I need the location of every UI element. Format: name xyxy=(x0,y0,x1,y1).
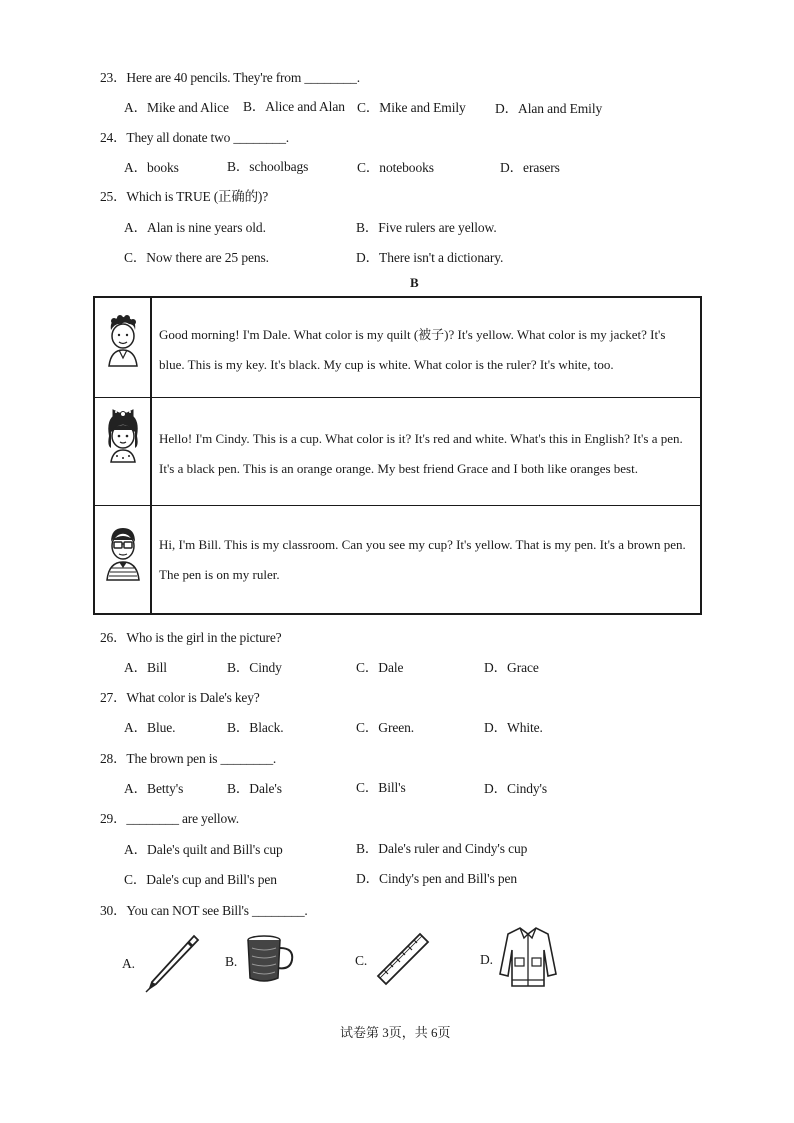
question-28: 28．The brown pen is ________. xyxy=(100,751,277,766)
dale-passage-line-1: Good morning! I'm Dale. What color is my quilt (被子)? It's yellow. What color is my jacket? It's xyxy=(159,327,666,342)
q25-option-a: A．Alan is nine years old. xyxy=(124,220,266,235)
q27-option-b: B．Black. xyxy=(227,720,284,735)
q30-option-c: C. xyxy=(355,953,368,968)
q29-option-d: D．Cindy's pen and Bill's pen xyxy=(356,871,518,886)
q28-option-d: D．Cindy's xyxy=(484,781,548,796)
bill-passage-line-2: The pen is on my ruler. xyxy=(159,567,280,582)
q26-option-d: D．Grace xyxy=(484,660,539,675)
dale-portrait-icon xyxy=(101,312,145,368)
dale-passage-line-2: blue. This is my key. It's black. My cup is white. What color is the ruler? It's white, too. xyxy=(159,357,614,372)
ruler-icon xyxy=(374,932,430,986)
jacket-icon xyxy=(498,924,558,988)
question-25: 25．Which is TRUE (正确的)? xyxy=(100,189,268,204)
q27-option-c: C．Green. xyxy=(356,720,415,735)
question-30: 30．You can NOT see Bill's ________. xyxy=(100,903,308,918)
q24-option-c: C．notebooks xyxy=(357,160,434,175)
section-b-heading: B xyxy=(410,275,419,290)
question-23: 23．Here are 40 pencils. They're from ________. xyxy=(100,70,360,85)
q25-option-d: D．There isn't a dictionary. xyxy=(356,250,504,265)
q28-option-c: C．Bill's xyxy=(356,780,406,795)
q23-option-c: C．Mike and Emily xyxy=(357,100,466,115)
q30-option-d: D. xyxy=(480,952,493,967)
q27-option-a: A．Blue. xyxy=(124,720,176,735)
passage-table xyxy=(93,296,702,615)
q29-option-b: B．Dale's ruler and Cindy's cup xyxy=(356,841,528,856)
q24-option-a: A．books xyxy=(124,160,179,175)
bill-portrait-icon xyxy=(101,522,145,582)
q28-option-a: A．Betty's xyxy=(124,781,184,796)
cindy-portrait-icon xyxy=(101,402,145,464)
question-29: 29．________ are yellow. xyxy=(100,811,239,826)
q23-option-d: D．Alan and Emily xyxy=(495,101,603,116)
cindy-passage-line-1: Hello! I'm Cindy. This is a cup. What color is it? It's red and white. What's this in English? It's a pen. xyxy=(159,431,683,446)
q29-option-a: A．Dale's quilt and Bill's cup xyxy=(124,842,283,857)
q23-option-b: B．Alice and Alan xyxy=(243,99,345,114)
q26-option-a: A．Bill xyxy=(124,660,167,675)
q25-option-b: B．Five rulers are yellow. xyxy=(356,220,497,235)
passage-row-bill xyxy=(95,506,700,613)
question-24: 24．They all donate two ________. xyxy=(100,130,289,145)
bill-passage-line-1: Hi, I'm Bill. This is my classroom. Can you see my cup? It's yellow. That is my pen. It's a brown pen. xyxy=(159,537,686,552)
q29-option-c: C．Dale's cup and Bill's pen xyxy=(124,872,277,887)
cindy-passage-line-2: It's a black pen. This is an orange orange. My best friend Grace and I both like oranges best. xyxy=(159,461,638,476)
q30-option-b: B. xyxy=(225,954,238,969)
passage-row-dale xyxy=(95,298,700,398)
q23-option-a: A．Mike and Alice xyxy=(124,100,229,115)
pen-icon xyxy=(142,932,202,994)
q27-option-d: D．White. xyxy=(484,720,543,735)
q26-option-c: C．Dale xyxy=(356,660,404,675)
q28-option-b: B．Dale's xyxy=(227,781,282,796)
q24-option-d: D．erasers xyxy=(500,160,560,175)
mug-icon xyxy=(244,934,298,986)
q30-option-a: A. xyxy=(122,956,135,971)
passage-row-cindy xyxy=(95,398,700,506)
page-footer: 试卷第 3页，共 6页 xyxy=(340,1025,451,1040)
q24-option-b: B．schoolbags xyxy=(227,159,309,174)
q25-option-c: C．Now there are 25 pens. xyxy=(124,250,269,265)
question-27: 27．What color is Dale's key? xyxy=(100,690,260,705)
q26-option-b: B．Cindy xyxy=(227,660,282,675)
question-26: 26．Who is the girl in the picture? xyxy=(100,630,282,645)
